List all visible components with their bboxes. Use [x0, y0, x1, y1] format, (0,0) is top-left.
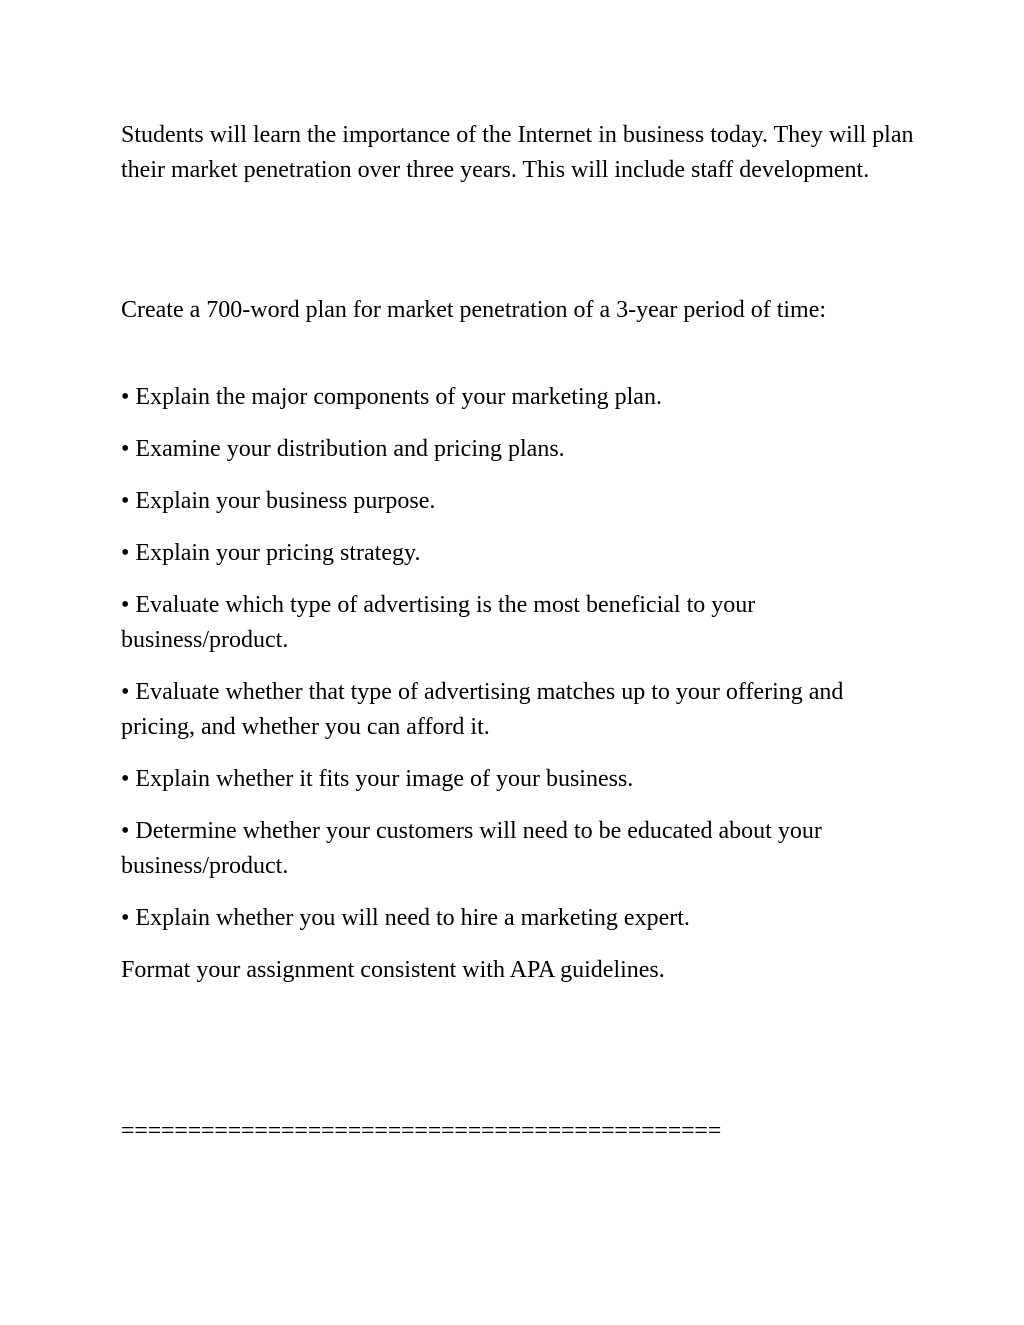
task-paragraph: Create a 700-word plan for market penetration of a 3-year period of time: [121, 297, 827, 323]
apa-note: Format your assignment consistent with APA guidelines. [121, 957, 665, 983]
list-item: • Examine your distribution and pricing plans. [121, 436, 565, 462]
requirements-list [121, 380, 921, 1005]
divider-line: ============================================= [121, 1118, 722, 1144]
list-item: • Explain whether you will need to hire a marketing expert. [121, 905, 690, 931]
list-item: • Explain the major components of your marketing plan. [121, 384, 662, 410]
intro-paragraph: Students will learn the importance of the Internet in business today. They will plan their market penetration over three years. This will include staff development. [121, 122, 914, 183]
list-item: • Explain whether it fits your image of your business. [121, 766, 634, 792]
list-item: • Explain your pricing strategy. [121, 540, 421, 566]
list-item: • Explain your business purpose. [121, 488, 436, 514]
list-item: • Evaluate whether that type of advertising matches up to your offering and pricing, and whether you can afford it. [121, 679, 844, 740]
list-item: • Evaluate which type of advertising is the most beneficial to your business/product. [121, 592, 756, 653]
list-item: • Determine whether your customers will need to be educated about your business/product. [121, 818, 822, 879]
